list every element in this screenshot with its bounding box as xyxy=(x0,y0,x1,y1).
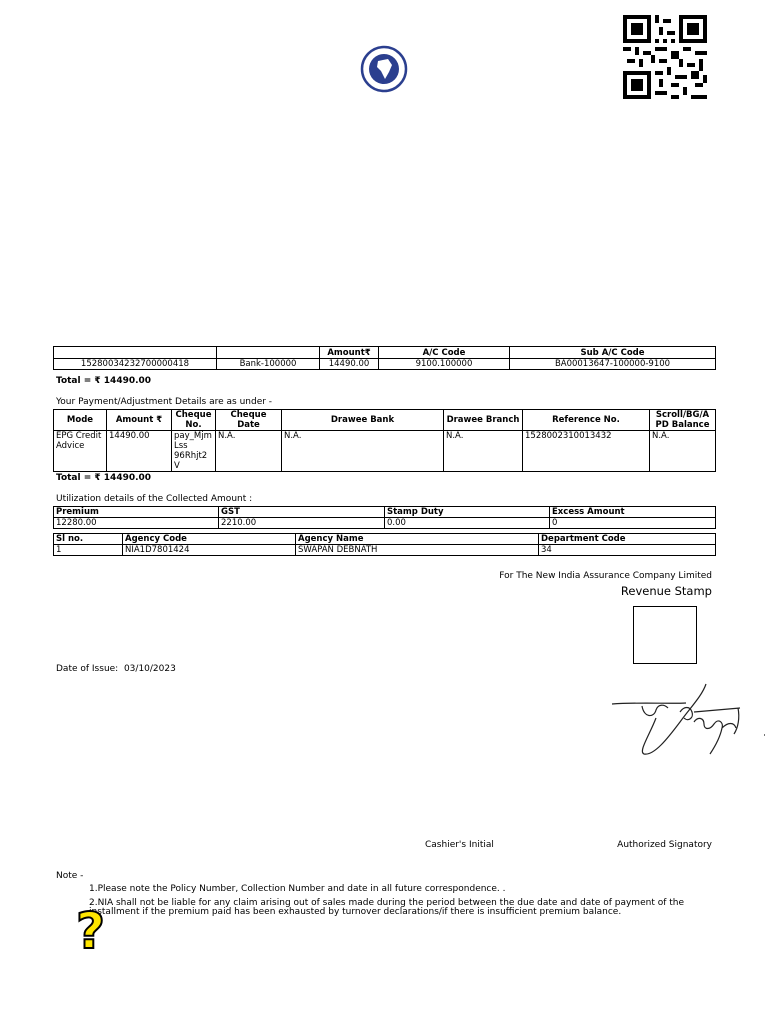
revenue-stamp-label: Revenue Stamp xyxy=(620,584,712,598)
col-header: A/C Code xyxy=(379,347,510,359)
scroll-balance-cell: N.A. xyxy=(650,431,716,472)
payment-intro: Your Payment/Adjustment Details are as under - xyxy=(56,397,273,407)
drawee-bank-cell: N.A. xyxy=(282,431,444,472)
utilization-table xyxy=(53,506,716,529)
col-header: Drawee Bank xyxy=(282,410,444,431)
ac-code-cell: 9100.100000 xyxy=(379,359,510,370)
reference-no-cell: 1528002310013432 xyxy=(523,431,650,472)
handwritten-signature xyxy=(610,678,768,760)
col-header: Cheque No. xyxy=(172,410,216,431)
col-header: Reference No. xyxy=(523,410,650,431)
collection-number: 15280034232700000418 xyxy=(54,359,217,370)
department-code-cell: 34 xyxy=(539,545,716,556)
col-header: Mode xyxy=(54,410,107,431)
company-logo xyxy=(358,45,410,93)
col-header: Sub A/C Code xyxy=(510,347,716,359)
note-2: 2.NIA shall not be liable for any claim arising out of sales made during the period between the due date and date of payment of the xyxy=(89,898,685,908)
revenue-stamp-box xyxy=(633,606,697,664)
col-header: Stamp Duty xyxy=(385,507,550,518)
total-line: Total = ₹ 14490.00 xyxy=(56,376,152,386)
mode-cell: EPG Credit Advice xyxy=(54,431,107,472)
gst-cell: 2210.00 xyxy=(219,518,385,529)
excess-amount-cell: 0 xyxy=(550,518,716,529)
col-header: GST xyxy=(219,507,385,518)
help-icon[interactable]: ? xyxy=(76,902,106,960)
premium-cell: 12280.00 xyxy=(54,518,219,529)
drawee-branch-cell: N.A. xyxy=(444,431,523,472)
col-header: Drawee Branch xyxy=(444,410,523,431)
agency-table xyxy=(53,533,716,556)
date-of-issue-label: Date of Issue: xyxy=(56,664,119,674)
col-header xyxy=(54,347,217,359)
date-of-issue-value: 03/10/2023 xyxy=(123,664,176,674)
table-row xyxy=(54,518,716,529)
col-header: Department Code xyxy=(539,534,716,545)
col-header xyxy=(217,347,320,359)
bank-code: Bank-100000 xyxy=(217,359,320,370)
col-header: Amount ₹ xyxy=(107,410,172,431)
note-2-continued: installment if the premium paid has been exhausted by turnover declarations/if there is insufficient premium balance. xyxy=(89,907,622,917)
col-header: Scroll/BG/A PD Balance xyxy=(650,410,716,431)
total-line: Total = ₹ 14490.00 xyxy=(56,473,152,483)
stamp-duty-cell: 0.00 xyxy=(385,518,550,529)
authorized-signatory: Authorized Signatory xyxy=(617,840,712,850)
amount-cell: 14490.00 xyxy=(107,431,172,472)
col-header: Agency Code xyxy=(123,534,296,545)
collection-table xyxy=(53,346,716,370)
table-row xyxy=(54,545,716,556)
col-header: Sl no. xyxy=(54,534,123,545)
note-label: Note - xyxy=(56,871,84,881)
date-of-issue xyxy=(56,664,176,674)
note-1: 1.Please note the Policy Number, Collection Number and date in all future correspondence. . xyxy=(89,884,506,894)
amount-cell: 14490.00 xyxy=(320,359,379,370)
qr-code xyxy=(622,15,708,99)
col-header: Excess Amount xyxy=(550,507,716,518)
col-header: Amount₹ xyxy=(320,347,379,359)
sub-ac-code-cell: BA00013647-100000-9100 xyxy=(510,359,716,370)
cashiers-initial: Cashier's Initial xyxy=(425,840,494,850)
sl-no-cell: 1 xyxy=(54,545,123,556)
payment-table xyxy=(53,409,716,472)
agency-name-cell: SWAPAN DEBNATH xyxy=(296,545,539,556)
table-row xyxy=(54,431,716,472)
table-row xyxy=(54,359,716,370)
agency-code-cell: NIA1D7801424 xyxy=(123,545,296,556)
col-header: Cheque Date xyxy=(216,410,282,431)
company-line: For The New India Assurance Company Limited xyxy=(499,571,712,581)
col-header: Premium xyxy=(54,507,219,518)
utilization-intro: Utilization details of the Collected Amount : xyxy=(56,494,253,504)
cheque-no-cell: pay_Mjm Lss 96Rhjt2 V xyxy=(172,431,216,472)
col-header: Agency Name xyxy=(296,534,539,545)
cheque-date-cell: N.A. xyxy=(216,431,282,472)
